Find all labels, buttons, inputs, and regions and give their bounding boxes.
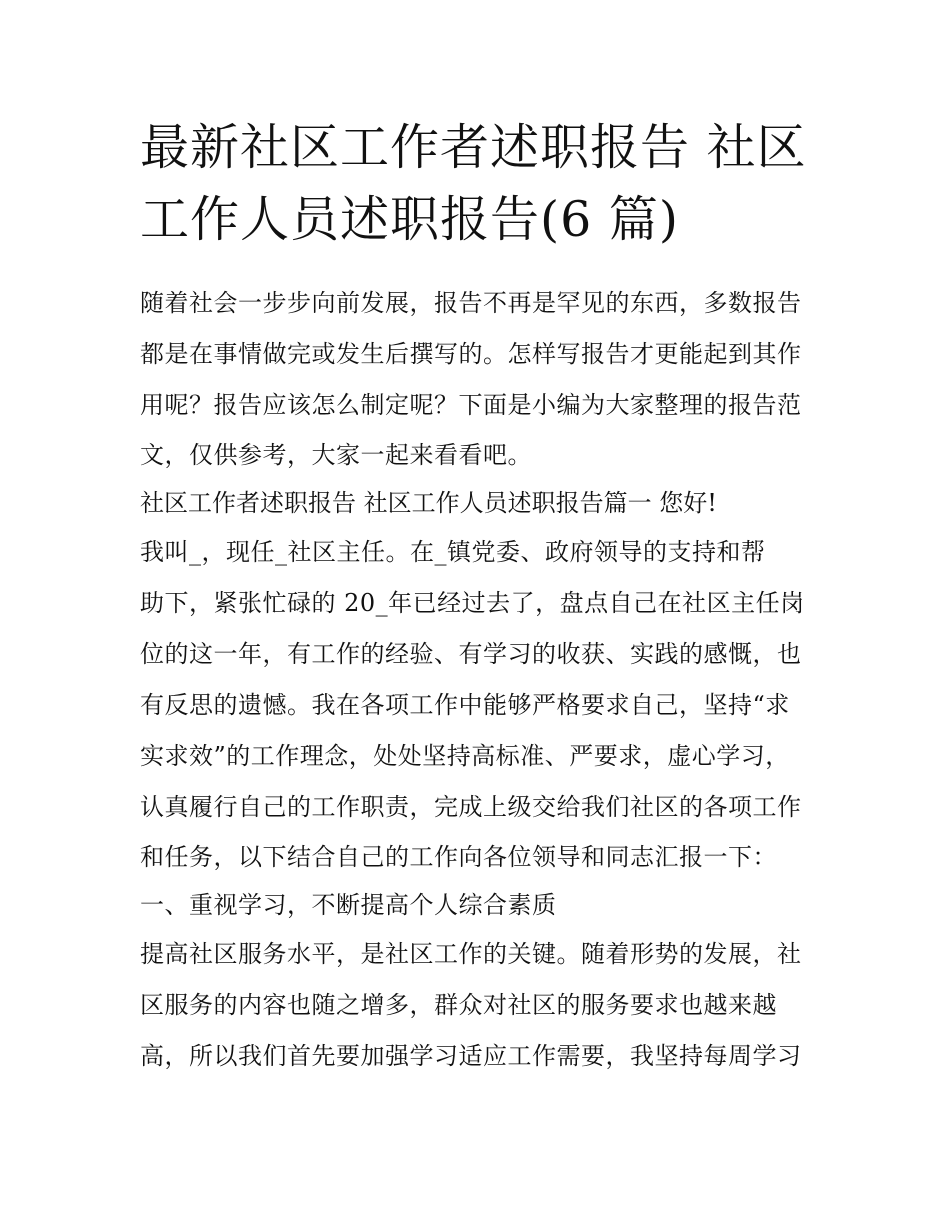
body-line: 有反思的遗憾。我在各项工作中能够严格要求自己，坚持“求 [140,691,790,719]
section-heading-line: 一、重视学习，不断提高个人综合素质 [140,891,557,919]
body-line: 高，所以我们首先要加强学习适应工作需要，我坚持每周学习 [140,1042,802,1070]
title-line-1: 最新社区工作者述职报告 社区 [140,119,807,176]
body-line: 都是在事情做完或发生后撰写的。怎样写报告才更能起到其作 [140,340,802,368]
document-title [140,112,830,256]
body-line: 助下，紧张忙碌的 20_年已经过去了，盘点自己在社区主任岗 [140,589,805,617]
section-heading-line: 社区工作者述职报告 社区工作人员述职报告篇一 您好! [140,489,717,517]
body-line: 位的这一年，有工作的经验、有学习的收获、实践的感慨，也 [140,640,802,668]
document-body [140,278,820,1082]
body-line: 文，仅供参考，大家一起来看看吧。 [140,441,532,469]
body-line: 随着社会一步步向前发展，报告不再是罕见的东西，多数报告 [140,289,802,317]
title-line-2: 工作人员述职报告(6 篇) [140,191,679,248]
body-line: 区服务的内容也随之增多，群众对社区的服务要求也越来越 [140,991,777,1019]
body-line: 实求效”的工作理念，处处坚持高标准、严要求，虚心学习， [140,742,790,770]
body-line: 认真履行自己的工作职责，完成上级交给我们社区的各项工作 [140,793,802,821]
body-line: 用呢？报告应该怎么制定呢？下面是小编为大家整理的报告范 [140,391,802,419]
body-line: 和任务，以下结合自己的工作向各位领导和同志汇报一下： [140,843,777,871]
body-line: 我叫_，现任_社区主任。在_镇党委、政府领导的支持和帮 [140,538,766,566]
body-line: 提高社区服务水平，是社区工作的关键。随着形势的发展，社 [140,940,802,968]
